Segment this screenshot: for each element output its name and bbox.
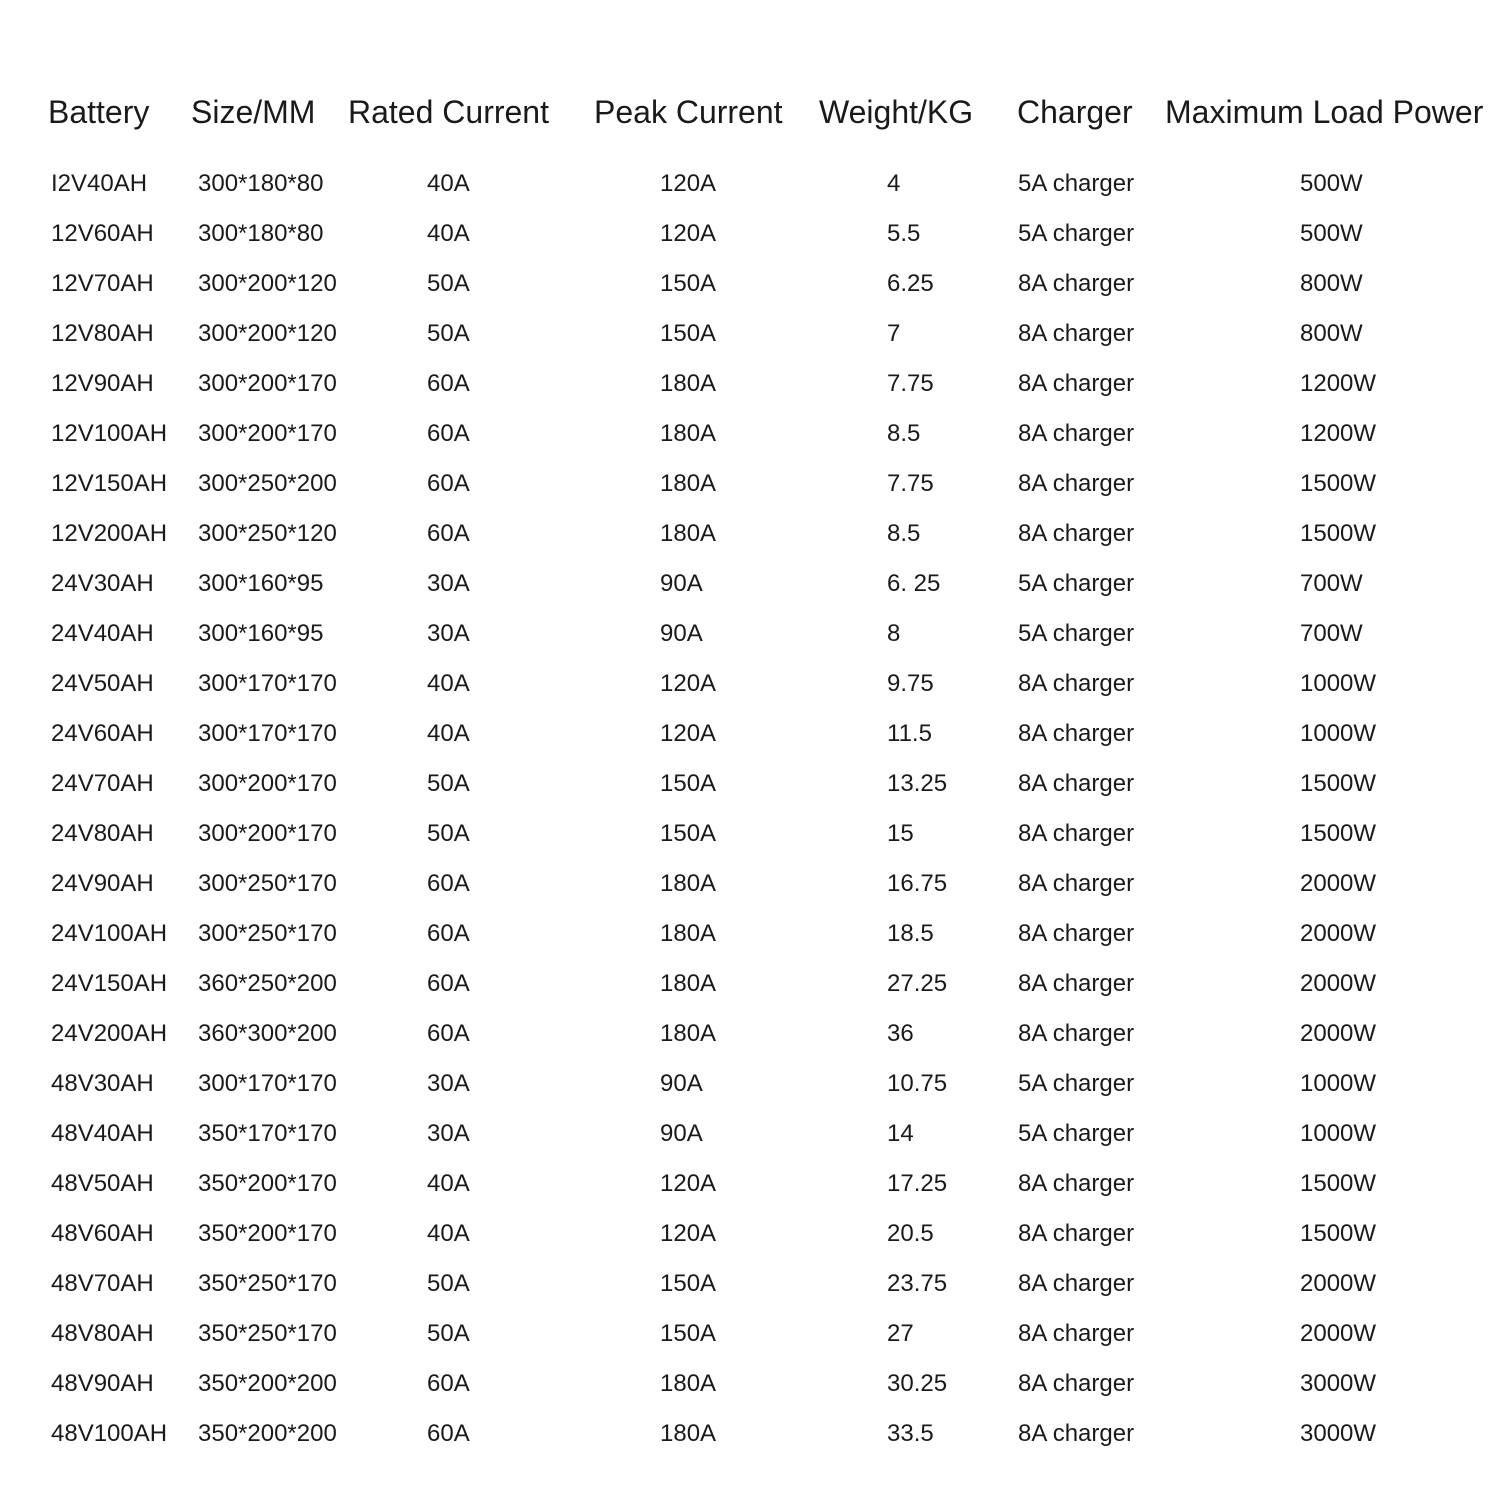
cell-rated-current: 60A xyxy=(427,1370,470,1397)
cell-max-load-power: 500W xyxy=(1300,220,1363,247)
cell-weight: 14 xyxy=(887,1120,914,1147)
cell-size: 300*200*170 xyxy=(198,820,337,847)
cell-peak-current: 120A xyxy=(660,720,717,747)
cell-peak-current: 150A xyxy=(660,770,717,797)
header-size: Size/MM xyxy=(191,94,316,130)
cell-battery: 48V50AH xyxy=(51,1170,154,1197)
table-row xyxy=(0,566,1500,616)
cell-battery: I2V40AH xyxy=(51,170,148,197)
table-row xyxy=(0,866,1500,916)
header-max-load-power: Maximum Load Power xyxy=(1165,94,1484,130)
cell-weight: 27 xyxy=(887,1320,914,1347)
cell-size: 350*200*170 xyxy=(198,1220,337,1247)
cell-size: 300*170*170 xyxy=(198,720,337,747)
cell-rated-current: 60A xyxy=(427,920,470,947)
cell-battery: 48V40AH xyxy=(51,1120,154,1147)
table-row xyxy=(0,416,1500,466)
cell-max-load-power: 500W xyxy=(1300,170,1363,197)
table-row xyxy=(0,1216,1500,1266)
cell-max-load-power: 700W xyxy=(1300,620,1363,647)
cell-size: 300*170*170 xyxy=(198,670,337,697)
cell-peak-current: 150A xyxy=(660,1270,717,1297)
cell-battery: 24V60AH xyxy=(51,720,154,747)
cell-size: 360*300*200 xyxy=(198,1020,337,1047)
table-row xyxy=(0,1066,1500,1116)
cell-peak-current: 120A xyxy=(660,220,717,247)
cell-size: 300*160*95 xyxy=(198,570,324,597)
cell-peak-current: 180A xyxy=(660,520,717,547)
table-row xyxy=(0,1316,1500,1366)
cell-max-load-power: 1500W xyxy=(1300,470,1377,497)
table-header-row xyxy=(0,88,1500,136)
cell-rated-current: 40A xyxy=(427,1220,470,1247)
header-peak-current: Peak Current xyxy=(594,94,783,130)
cell-rated-current: 30A xyxy=(427,1070,470,1097)
cell-peak-current: 180A xyxy=(660,970,717,997)
cell-rated-current: 40A xyxy=(427,1170,470,1197)
cell-peak-current: 180A xyxy=(660,920,717,947)
cell-rated-current: 50A xyxy=(427,820,470,847)
table-row xyxy=(0,266,1500,316)
cell-max-load-power: 3000W xyxy=(1300,1420,1377,1447)
cell-rated-current: 60A xyxy=(427,1420,470,1447)
cell-charger: 8A charger xyxy=(1018,720,1135,747)
cell-size: 350*200*200 xyxy=(198,1370,337,1397)
table-row xyxy=(0,1266,1500,1316)
cell-size: 350*200*170 xyxy=(198,1170,337,1197)
cell-charger: 5A charger xyxy=(1018,220,1135,247)
cell-battery: 48V100AH xyxy=(51,1420,168,1447)
cell-max-load-power: 1500W xyxy=(1300,820,1377,847)
cell-charger: 8A charger xyxy=(1018,770,1135,797)
cell-rated-current: 30A xyxy=(427,620,470,647)
cell-battery: 48V60AH xyxy=(51,1220,154,1247)
cell-max-load-power: 800W xyxy=(1300,320,1363,347)
cell-charger: 8A charger xyxy=(1018,820,1135,847)
cell-battery: 24V150AH xyxy=(51,970,168,997)
cell-battery: 24V80AH xyxy=(51,820,154,847)
cell-size: 350*170*170 xyxy=(198,1120,337,1147)
cell-weight: 11.5 xyxy=(887,720,932,747)
cell-size: 300*250*170 xyxy=(198,920,337,947)
cell-peak-current: 120A xyxy=(660,170,717,197)
cell-weight: 6.25 xyxy=(887,270,934,297)
cell-battery: 12V90AH xyxy=(51,370,154,397)
table-row xyxy=(0,1016,1500,1066)
cell-size: 300*180*80 xyxy=(198,220,324,247)
cell-size: 300*170*170 xyxy=(198,1070,337,1097)
table-row xyxy=(0,366,1500,416)
cell-weight: 8.5 xyxy=(887,420,921,447)
header-weight: Weight/KG xyxy=(819,94,974,130)
cell-peak-current: 90A xyxy=(660,570,703,597)
cell-charger: 5A charger xyxy=(1018,620,1135,647)
table-row xyxy=(0,616,1500,666)
table-row xyxy=(0,816,1500,866)
cell-peak-current: 90A xyxy=(660,620,703,647)
cell-rated-current: 60A xyxy=(427,370,470,397)
cell-weight: 8.5 xyxy=(887,520,921,547)
cell-charger: 5A charger xyxy=(1018,1070,1135,1097)
table-row xyxy=(0,516,1500,566)
cell-size: 300*200*170 xyxy=(198,420,337,447)
cell-charger: 8A charger xyxy=(1018,920,1135,947)
cell-charger: 8A charger xyxy=(1018,270,1135,297)
cell-battery: 24V70AH xyxy=(51,770,154,797)
cell-max-load-power: 2000W xyxy=(1300,1020,1377,1047)
cell-rated-current: 40A xyxy=(427,670,470,697)
cell-charger: 8A charger xyxy=(1018,520,1135,547)
cell-max-load-power: 1000W xyxy=(1300,720,1377,747)
cell-weight: 13.25 xyxy=(887,770,948,797)
cell-charger: 8A charger xyxy=(1018,1320,1135,1347)
table-row xyxy=(0,1366,1500,1416)
cell-battery: 24V100AH xyxy=(51,920,168,947)
cell-size: 300*200*120 xyxy=(198,270,337,297)
cell-charger: 8A charger xyxy=(1018,1220,1135,1247)
cell-rated-current: 40A xyxy=(427,720,470,747)
cell-battery: 12V100AH xyxy=(51,420,168,447)
cell-battery: 12V60AH xyxy=(51,220,154,247)
cell-charger: 8A charger xyxy=(1018,1420,1135,1447)
cell-battery: 48V30AH xyxy=(51,1070,154,1097)
cell-weight: 18.5 xyxy=(887,920,934,947)
cell-max-load-power: 2000W xyxy=(1300,970,1377,997)
cell-charger: 8A charger xyxy=(1018,320,1135,347)
cell-max-load-power: 1200W xyxy=(1300,420,1377,447)
cell-weight: 4 xyxy=(887,170,901,197)
table-row xyxy=(0,716,1500,766)
cell-peak-current: 150A xyxy=(660,1320,717,1347)
cell-weight: 17.25 xyxy=(887,1170,948,1197)
cell-battery: 24V30AH xyxy=(51,570,154,597)
cell-max-load-power: 1000W xyxy=(1300,670,1377,697)
cell-size: 350*250*170 xyxy=(198,1320,337,1347)
cell-peak-current: 180A xyxy=(660,1420,717,1447)
cell-battery: 24V200AH xyxy=(51,1020,168,1047)
cell-battery: 12V200AH xyxy=(51,520,168,547)
table-row xyxy=(0,916,1500,966)
cell-max-load-power: 700W xyxy=(1300,570,1363,597)
cell-max-load-power: 800W xyxy=(1300,270,1363,297)
cell-peak-current: 180A xyxy=(660,470,717,497)
cell-peak-current: 90A xyxy=(660,1120,703,1147)
table-row xyxy=(0,466,1500,516)
cell-weight: 16.75 xyxy=(887,870,948,897)
cell-max-load-power: 1000W xyxy=(1300,1070,1377,1097)
cell-max-load-power: 1200W xyxy=(1300,370,1377,397)
cell-size: 300*250*170 xyxy=(198,870,337,897)
cell-weight: 5.5 xyxy=(887,220,921,247)
cell-size: 300*200*120 xyxy=(198,320,337,347)
cell-weight: 10.75 xyxy=(887,1070,948,1097)
cell-battery: 12V80AH xyxy=(51,320,154,347)
cell-charger: 8A charger xyxy=(1018,870,1135,897)
cell-size: 350*250*170 xyxy=(198,1270,337,1297)
cell-charger: 8A charger xyxy=(1018,1170,1135,1197)
cell-peak-current: 150A xyxy=(660,820,717,847)
cell-weight: 33.5 xyxy=(887,1420,934,1447)
table-row xyxy=(0,316,1500,366)
cell-battery: 48V90AH xyxy=(51,1370,154,1397)
cell-weight: 20.5 xyxy=(887,1220,934,1247)
cell-rated-current: 50A xyxy=(427,1320,470,1347)
cell-max-load-power: 1000W xyxy=(1300,1120,1377,1147)
cell-battery: 48V70AH xyxy=(51,1270,154,1297)
cell-rated-current: 40A xyxy=(427,220,470,247)
table-row xyxy=(0,166,1500,216)
cell-charger: 5A charger xyxy=(1018,170,1135,197)
cell-peak-current: 180A xyxy=(660,1020,717,1047)
cell-size: 350*200*200 xyxy=(198,1420,337,1447)
table-row xyxy=(0,216,1500,266)
cell-size: 300*250*200 xyxy=(198,470,337,497)
cell-rated-current: 30A xyxy=(427,1120,470,1147)
table-row xyxy=(0,966,1500,1016)
cell-charger: 8A charger xyxy=(1018,1270,1135,1297)
table-row xyxy=(0,766,1500,816)
table-row xyxy=(0,1416,1500,1466)
cell-rated-current: 50A xyxy=(427,270,470,297)
cell-battery: 24V50AH xyxy=(51,670,154,697)
cell-charger: 8A charger xyxy=(1018,970,1135,997)
cell-charger: 8A charger xyxy=(1018,370,1135,397)
cell-size: 300*200*170 xyxy=(198,770,337,797)
cell-weight: 6. 25 xyxy=(887,570,941,597)
cell-charger: 8A charger xyxy=(1018,670,1135,697)
cell-weight: 27.25 xyxy=(887,970,948,997)
cell-rated-current: 60A xyxy=(427,970,470,997)
cell-peak-current: 150A xyxy=(660,270,717,297)
cell-rated-current: 50A xyxy=(427,1270,470,1297)
cell-max-load-power: 1500W xyxy=(1300,770,1377,797)
cell-max-load-power: 1500W xyxy=(1300,1170,1377,1197)
cell-weight: 23.75 xyxy=(887,1270,948,1297)
cell-size: 300*180*80 xyxy=(198,170,324,197)
table-body xyxy=(0,166,1500,1466)
cell-max-load-power: 3000W xyxy=(1300,1370,1377,1397)
cell-peak-current: 180A xyxy=(660,1370,717,1397)
cell-charger: 5A charger xyxy=(1018,1120,1135,1147)
cell-weight: 36 xyxy=(887,1020,914,1047)
cell-peak-current: 120A xyxy=(660,670,717,697)
cell-rated-current: 60A xyxy=(427,870,470,897)
table-row xyxy=(0,1166,1500,1216)
cell-rated-current: 50A xyxy=(427,770,470,797)
cell-weight: 9.75 xyxy=(887,670,934,697)
cell-peak-current: 150A xyxy=(660,320,717,347)
header-charger: Charger xyxy=(1017,94,1133,130)
cell-charger: 8A charger xyxy=(1018,1020,1135,1047)
cell-peak-current: 180A xyxy=(660,870,717,897)
cell-max-load-power: 1500W xyxy=(1300,520,1377,547)
table-row xyxy=(0,666,1500,716)
cell-peak-current: 120A xyxy=(660,1170,717,1197)
cell-rated-current: 60A xyxy=(427,420,470,447)
cell-size: 360*250*200 xyxy=(198,970,337,997)
cell-peak-current: 90A xyxy=(660,1070,703,1097)
cell-rated-current: 30A xyxy=(427,570,470,597)
cell-peak-current: 120A xyxy=(660,1220,717,1247)
cell-weight: 7.75 xyxy=(887,470,934,497)
cell-rated-current: 60A xyxy=(427,470,470,497)
header-rated-current: Rated Current xyxy=(348,94,549,130)
cell-battery: 48V80AH xyxy=(51,1320,154,1347)
cell-weight: 15 xyxy=(887,820,914,847)
cell-rated-current: 60A xyxy=(427,1020,470,1047)
table-row xyxy=(0,1116,1500,1166)
cell-rated-current: 50A xyxy=(427,320,470,347)
cell-size: 300*250*120 xyxy=(198,520,337,547)
cell-battery: 24V90AH xyxy=(51,870,154,897)
header-battery: Battery xyxy=(48,94,150,130)
cell-weight: 30.25 xyxy=(887,1370,948,1397)
cell-charger: 5A charger xyxy=(1018,570,1135,597)
cell-max-load-power: 2000W xyxy=(1300,1320,1377,1347)
cell-weight: 7.75 xyxy=(887,370,934,397)
cell-rated-current: 40A xyxy=(427,170,470,197)
cell-weight: 8 xyxy=(887,620,901,647)
cell-battery: 12V150AH xyxy=(51,470,168,497)
cell-max-load-power: 2000W xyxy=(1300,870,1377,897)
cell-peak-current: 180A xyxy=(660,370,717,397)
cell-weight: 7 xyxy=(887,320,901,347)
cell-peak-current: 180A xyxy=(660,420,717,447)
cell-max-load-power: 2000W xyxy=(1300,1270,1377,1297)
cell-battery: 12V70AH xyxy=(51,270,154,297)
cell-charger: 8A charger xyxy=(1018,1370,1135,1397)
cell-max-load-power: 1500W xyxy=(1300,1220,1377,1247)
cell-battery: 24V40AH xyxy=(51,620,154,647)
cell-charger: 8A charger xyxy=(1018,420,1135,447)
cell-rated-current: 60A xyxy=(427,520,470,547)
cell-max-load-power: 2000W xyxy=(1300,920,1377,947)
cell-charger: 8A charger xyxy=(1018,470,1135,497)
cell-size: 300*160*95 xyxy=(198,620,324,647)
cell-size: 300*200*170 xyxy=(198,370,337,397)
